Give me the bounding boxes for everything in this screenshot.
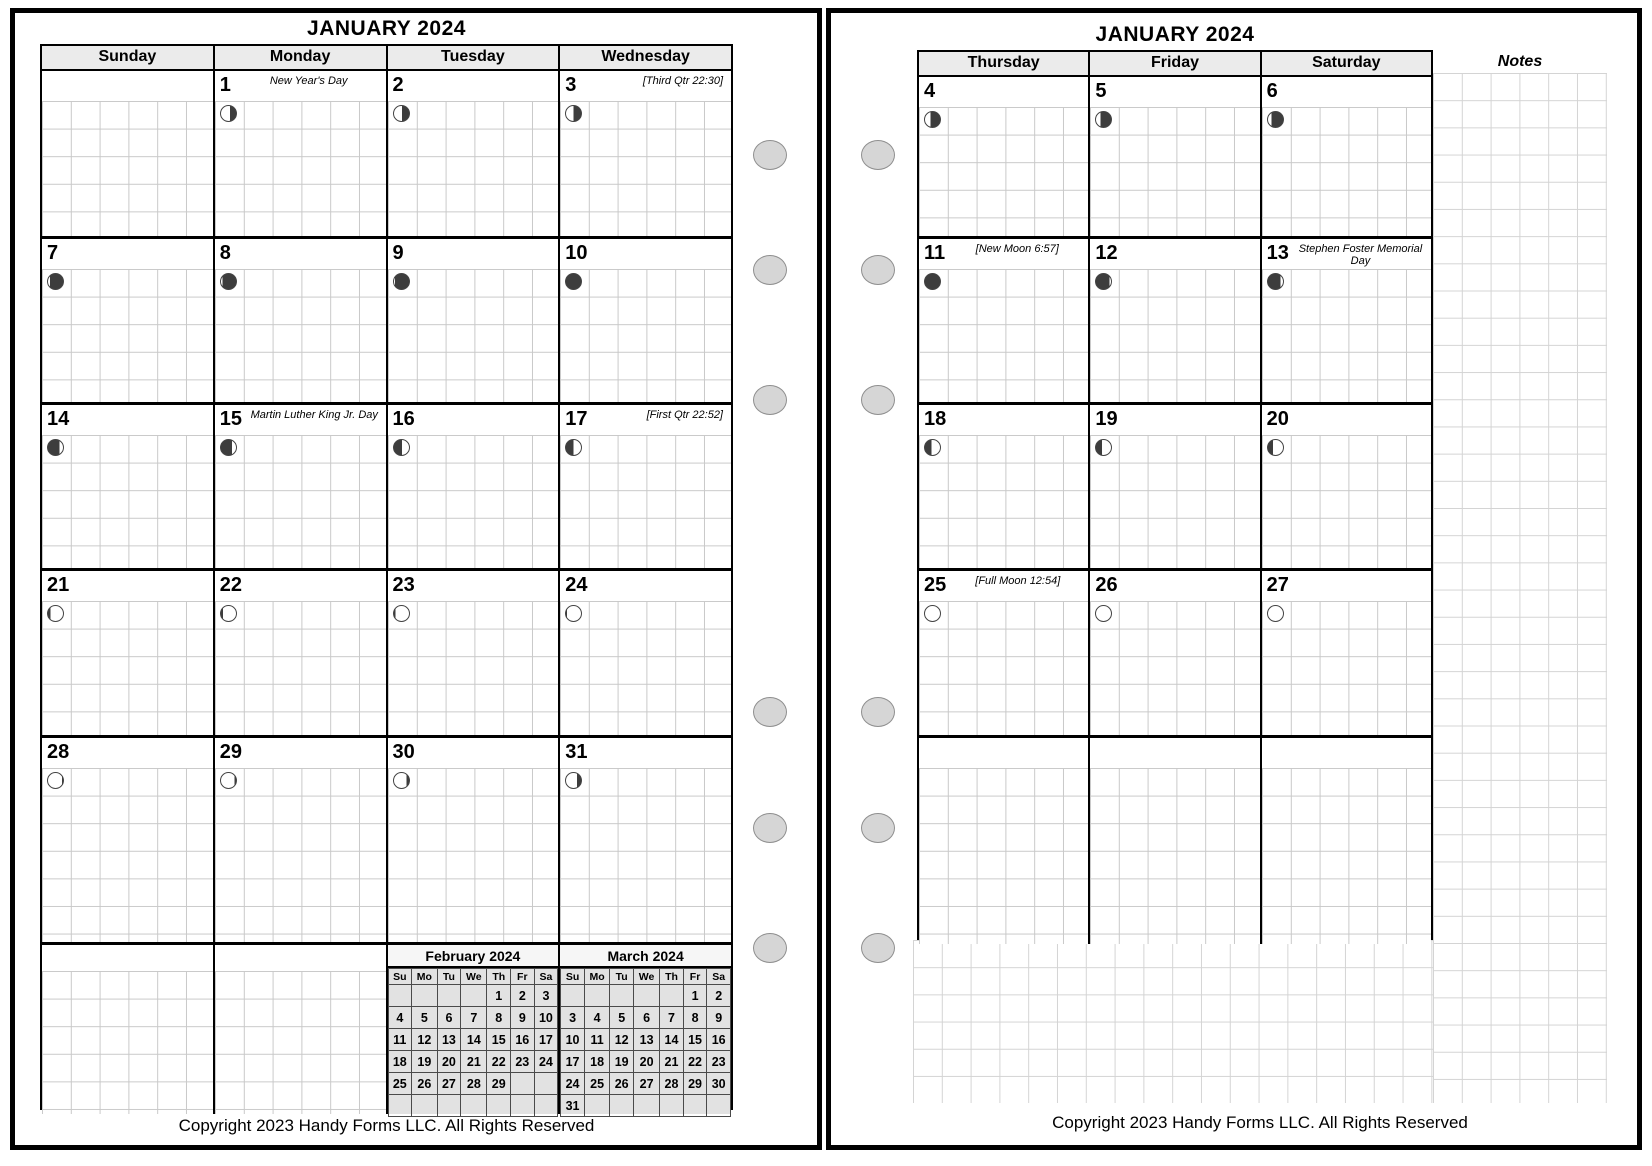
mini-calendar-march <box>558 945 731 1114</box>
mini-date-cell: 30 <box>707 1073 731 1095</box>
mini-date-cell: 27 <box>437 1073 461 1095</box>
writing-grid <box>388 435 559 568</box>
mini-date-cell <box>534 1073 558 1095</box>
date-cell <box>1088 738 1259 944</box>
mini-date-cell: 13 <box>437 1029 461 1051</box>
moon-phase-icon <box>393 772 410 789</box>
date-number: 1 <box>219 74 231 96</box>
mini-date-cell <box>610 985 634 1007</box>
day-header: Friday <box>1088 52 1259 75</box>
mini-date-cell: 17 <box>561 1051 585 1073</box>
mini-date-cell <box>511 1073 535 1095</box>
moon-note: [First Qtr 22:52] <box>646 409 723 421</box>
mini-date-cell <box>388 1095 412 1117</box>
moon-phase-icon <box>393 605 410 622</box>
date-number: 17 <box>565 408 588 430</box>
writing-grid <box>560 768 731 942</box>
date-cell <box>919 77 1088 236</box>
writing-grid <box>1262 601 1431 735</box>
date-number: 10 <box>565 242 588 264</box>
date-number: 25 <box>924 574 947 596</box>
writing-grid <box>919 107 1088 236</box>
mini-date-cell <box>461 1095 487 1117</box>
mini-date-cell: 16 <box>707 1029 731 1051</box>
date-cell <box>1088 77 1259 236</box>
mini-date-cell <box>437 985 461 1007</box>
month-grid-right <box>917 50 1433 940</box>
date-cell <box>213 738 386 942</box>
page-title: JANUARY 2024 <box>307 17 466 40</box>
date-cell <box>1260 239 1431 402</box>
writing-grid <box>560 101 731 236</box>
date-number: 6 <box>1266 80 1278 102</box>
day-header: Monday <box>213 46 386 69</box>
writing-grid <box>1262 768 1431 944</box>
date-cell <box>42 239 213 402</box>
day-header: Sunday <box>98 48 157 65</box>
date-cell <box>42 945 213 1114</box>
binder-hole <box>861 697 895 727</box>
writing-grid <box>560 601 731 735</box>
writing-grid <box>919 601 1088 735</box>
writing-grid <box>42 971 213 1114</box>
mini-date-cell: 4 <box>388 1007 412 1029</box>
moon-phase-icon <box>1095 605 1112 622</box>
mini-dow-label: Th <box>660 969 684 985</box>
mini-dow-label: Sa <box>707 969 731 985</box>
date-cell <box>558 571 731 735</box>
date-number: 11 <box>924 242 946 264</box>
holiday-label: New Year's Day <box>269 75 348 87</box>
date-number: 29 <box>219 741 242 763</box>
binder-hole <box>861 255 895 285</box>
mini-date-cell: 5 <box>412 1007 438 1029</box>
week-row <box>42 568 731 735</box>
moon-phase-icon <box>1095 111 1112 128</box>
date-cell <box>1260 405 1431 568</box>
writing-grid <box>1262 435 1431 568</box>
date-cell <box>42 571 213 735</box>
mini-date-cell <box>487 1095 511 1117</box>
mini-date-cell: 11 <box>388 1029 412 1051</box>
date-cell <box>1088 405 1259 568</box>
mini-date-cell <box>584 1095 610 1117</box>
mini-date-cell: 5 <box>610 1007 634 1029</box>
moon-phase-icon <box>565 105 582 122</box>
mini-date-cell: 28 <box>461 1073 487 1095</box>
date-number: 14 <box>47 408 70 430</box>
mini-dow-label: Su <box>388 969 412 985</box>
mini-date-cell: 28 <box>660 1073 684 1095</box>
day-header: Wednesday <box>558 46 731 69</box>
copyright: Copyright 2023 Handy Forms LLC. All Rights Reserved <box>178 1116 595 1135</box>
date-cell <box>386 405 559 568</box>
mini-dow-label: Tu <box>437 969 461 985</box>
mini-date-cell: 7 <box>461 1007 487 1029</box>
date-cell <box>919 405 1088 568</box>
mini-date-cell <box>561 985 585 1007</box>
binder-hole <box>753 813 787 843</box>
binder-hole <box>861 385 895 415</box>
moon-phase-icon <box>924 111 941 128</box>
mini-date-cell: 6 <box>633 1007 659 1029</box>
writing-grid <box>42 601 213 735</box>
binder-hole <box>753 385 787 415</box>
date-number: 4 <box>924 80 936 102</box>
moon-phase-icon <box>1095 439 1112 456</box>
moon-phase-icon <box>565 273 582 290</box>
page-title: JANUARY 2024 <box>1095 23 1255 46</box>
writing-grid <box>388 101 559 236</box>
mini-date-cell <box>660 985 684 1007</box>
notes-grid <box>1433 73 1607 1103</box>
mini-date-cell: 3 <box>534 985 558 1007</box>
mini-date-cell: 20 <box>437 1051 461 1073</box>
mini-date-cell: 9 <box>511 1007 535 1029</box>
mini-calendar-title: March 2024 <box>560 945 731 968</box>
writing-grid <box>215 269 386 402</box>
date-cell <box>558 239 731 402</box>
moon-phase-icon <box>1267 439 1284 456</box>
writing-grid <box>42 101 213 236</box>
mini-dow-label: Su <box>561 969 585 985</box>
mini-date-cell: 15 <box>487 1029 511 1051</box>
binder-hole <box>753 140 787 170</box>
moon-phase-icon <box>220 105 237 122</box>
mini-date-cell: 2 <box>707 985 731 1007</box>
mini-date-cell: 25 <box>584 1073 610 1095</box>
date-number: 22 <box>219 574 242 596</box>
date-cell <box>42 405 213 568</box>
mini-date-cell: 20 <box>633 1051 659 1073</box>
date-number: 18 <box>924 408 947 430</box>
mini-date-cell: 10 <box>534 1007 558 1029</box>
writing-grid <box>388 601 559 735</box>
date-number: 21 <box>47 574 70 596</box>
bottom-writing-grid <box>913 940 1433 1103</box>
writing-grid <box>919 768 1088 944</box>
mini-calendar-title: February 2024 <box>388 945 559 968</box>
moon-phase-icon <box>393 105 410 122</box>
date-number: 26 <box>1095 574 1118 596</box>
moon-phase-icon <box>220 772 237 789</box>
date-cell <box>42 71 213 236</box>
mini-calendar-february <box>386 945 559 1114</box>
mini-date-cell: 24 <box>561 1073 585 1095</box>
date-number: 13 <box>1266 242 1289 264</box>
moon-phase-icon <box>1267 605 1284 622</box>
mini-dow-label: Th <box>487 969 511 985</box>
date-number: 28 <box>47 741 70 763</box>
mini-date-cell: 9 <box>707 1007 731 1029</box>
day-header: Tuesday <box>386 46 559 69</box>
date-cell <box>1260 77 1431 236</box>
moon-phase-icon <box>1095 273 1112 290</box>
month-grid-left <box>40 44 733 1113</box>
moon-phase-icon <box>393 439 410 456</box>
date-number: 31 <box>565 741 588 763</box>
date-number: 23 <box>392 574 415 596</box>
date-cell <box>1088 571 1259 735</box>
moon-phase-icon <box>220 605 237 622</box>
mini-date-cell: 18 <box>584 1051 610 1073</box>
writing-grid <box>388 768 559 942</box>
date-cell <box>1260 571 1431 735</box>
date-cell <box>213 405 386 568</box>
mini-date-cell: 22 <box>683 1051 707 1073</box>
mini-date-cell: 26 <box>610 1073 634 1095</box>
mini-date-cell: 19 <box>610 1051 634 1073</box>
mini-date-cell: 27 <box>633 1073 659 1095</box>
mini-date-cell: 14 <box>461 1029 487 1051</box>
mini-date-cell: 29 <box>683 1073 707 1095</box>
date-number: 9 <box>392 242 404 264</box>
mini-date-cell: 10 <box>561 1029 585 1051</box>
mini-date-cell: 15 <box>683 1029 707 1051</box>
copyright: Copyright 2023 Handy Forms LLC. All Rights Reserved <box>1052 1113 1468 1132</box>
mini-date-cell: 7 <box>660 1007 684 1029</box>
moon-phase-icon <box>924 273 941 290</box>
moon-phase-icon <box>220 439 237 456</box>
date-cell <box>919 738 1088 944</box>
writing-grid <box>215 101 386 236</box>
mini-dow-label: We <box>461 969 487 985</box>
mini-date-cell: 2 <box>511 985 535 1007</box>
writing-grid <box>388 269 559 402</box>
mini-date-cell: 8 <box>683 1007 707 1029</box>
binder-hole <box>753 255 787 285</box>
week-row-bottom <box>42 942 731 1114</box>
date-number: 24 <box>565 574 588 596</box>
week-row <box>919 402 1431 568</box>
mini-date-cell: 17 <box>534 1029 558 1051</box>
mini-date-cell <box>683 1095 707 1117</box>
holiday-label: Stephen Foster Memorial Day <box>1298 243 1423 267</box>
moon-phase-icon <box>565 439 582 456</box>
mini-date-cell <box>388 985 412 1007</box>
mini-date-cell <box>610 1095 634 1117</box>
moon-note: [Third Qtr 22:30] <box>642 75 723 87</box>
left-page <box>10 8 822 1150</box>
mini-date-cell: 18 <box>388 1051 412 1073</box>
moon-phase-icon <box>565 772 582 789</box>
moon-phase-icon <box>47 772 64 789</box>
writing-grid <box>42 768 213 942</box>
writing-grid <box>919 435 1088 568</box>
date-number: 27 <box>1266 574 1289 596</box>
mini-date-cell: 19 <box>412 1051 438 1073</box>
binder-hole <box>861 933 895 963</box>
mini-date-cell: 31 <box>561 1095 585 1117</box>
date-number: 19 <box>1095 408 1118 430</box>
week-row <box>42 735 731 942</box>
mini-date-cell <box>707 1095 731 1117</box>
writing-grid <box>560 435 731 568</box>
date-number: 30 <box>392 741 415 763</box>
mini-dow-label: Sa <box>534 969 558 985</box>
mini-date-cell: 11 <box>584 1029 610 1051</box>
date-cell <box>386 71 559 236</box>
moon-phase-icon <box>1267 111 1284 128</box>
writing-grid <box>1090 768 1259 944</box>
date-cell <box>42 738 213 942</box>
holiday-label: Martin Luther King Jr. Day <box>250 409 378 421</box>
mini-date-cell: 22 <box>487 1051 511 1073</box>
week-row <box>919 77 1431 236</box>
day-header: Saturday <box>1260 52 1431 75</box>
writing-grid <box>215 601 386 735</box>
mini-date-cell: 1 <box>487 985 511 1007</box>
week-row <box>42 71 731 236</box>
binder-hole <box>861 140 895 170</box>
week-row <box>919 735 1431 944</box>
writing-grid <box>1262 107 1431 236</box>
date-cell <box>558 71 731 236</box>
date-number: 12 <box>1095 242 1118 264</box>
date-number: 16 <box>392 408 415 430</box>
binder-hole <box>753 697 787 727</box>
mini-date-cell: 13 <box>633 1029 659 1051</box>
moon-phase-icon <box>47 605 64 622</box>
notes-label: Notes <box>1497 53 1543 70</box>
mini-date-cell <box>461 985 487 1007</box>
mini-date-cell <box>511 1095 535 1117</box>
week-row <box>42 236 731 402</box>
right-page <box>826 8 1642 1150</box>
date-cell <box>558 405 731 568</box>
mini-date-cell: 25 <box>388 1073 412 1095</box>
mini-date-cell: 6 <box>437 1007 461 1029</box>
moon-phase-icon <box>1267 273 1284 290</box>
mini-date-cell <box>584 985 610 1007</box>
mini-date-cell: 12 <box>610 1029 634 1051</box>
moon-phase-icon <box>393 273 410 290</box>
moon-phase-icon <box>220 273 237 290</box>
moon-note: [Full Moon 12:54] <box>975 575 1061 587</box>
writing-grid <box>919 269 1088 402</box>
date-number: 3 <box>565 74 577 96</box>
week-row <box>919 568 1431 735</box>
date-cell <box>919 571 1088 735</box>
mini-date-cell: 8 <box>487 1007 511 1029</box>
mini-date-cell: 21 <box>461 1051 487 1073</box>
mini-dow-label: We <box>633 969 659 985</box>
date-cell <box>213 945 386 1114</box>
mini-date-cell: 24 <box>534 1051 558 1073</box>
moon-note: [New Moon 6:57] <box>975 243 1059 255</box>
date-cell <box>213 239 386 402</box>
writing-grid <box>560 269 731 402</box>
date-cell <box>213 571 386 735</box>
mini-date-cell: 14 <box>660 1029 684 1051</box>
date-cell <box>1260 738 1431 944</box>
mini-date-cell: 12 <box>412 1029 438 1051</box>
mini-date-cell: 29 <box>487 1073 511 1095</box>
binder-hole <box>753 933 787 963</box>
moon-phase-icon <box>924 439 941 456</box>
mini-date-cell: 21 <box>660 1051 684 1073</box>
mini-date-cell: 16 <box>511 1029 535 1051</box>
mini-dow-label: Fr <box>683 969 707 985</box>
writing-grid <box>215 768 386 942</box>
date-number: 8 <box>219 242 231 264</box>
writing-grid <box>1090 107 1259 236</box>
mini-date-cell: 3 <box>561 1007 585 1029</box>
date-cell <box>558 738 731 942</box>
date-number: 20 <box>1266 408 1289 430</box>
writing-grid <box>1090 269 1259 402</box>
mini-date-cell: 1 <box>683 985 707 1007</box>
week-row <box>919 236 1431 402</box>
writing-grid <box>42 435 213 568</box>
date-cell <box>1088 239 1259 402</box>
mini-date-cell <box>660 1095 684 1117</box>
writing-grid <box>215 435 386 568</box>
date-number: 5 <box>1095 80 1107 102</box>
mini-dow-label: Mo <box>412 969 438 985</box>
mini-date-cell <box>437 1095 461 1117</box>
moon-phase-icon <box>47 273 64 290</box>
date-number: 2 <box>392 74 404 96</box>
mini-date-cell: 23 <box>707 1051 731 1073</box>
writing-grid <box>1090 601 1259 735</box>
date-number: 7 <box>47 242 59 264</box>
moon-phase-icon <box>47 439 64 456</box>
week-row <box>42 402 731 568</box>
mini-date-cell <box>412 1095 438 1117</box>
mini-date-cell: 4 <box>584 1007 610 1029</box>
date-cell <box>213 71 386 236</box>
mini-date-cell <box>633 1095 659 1117</box>
mini-dow-label: Mo <box>584 969 610 985</box>
date-cell <box>386 738 559 942</box>
writing-grid <box>215 971 386 1114</box>
moon-phase-icon <box>565 605 582 622</box>
mini-dow-label: Fr <box>511 969 535 985</box>
date-cell <box>919 239 1088 402</box>
writing-grid <box>1090 435 1259 568</box>
date-cell <box>386 239 559 402</box>
date-cell <box>386 571 559 735</box>
date-number: 15 <box>219 408 242 430</box>
day-header: Thursday <box>967 54 1040 71</box>
writing-grid <box>42 269 213 402</box>
mini-date-cell <box>534 1095 558 1117</box>
mini-date-cell <box>412 985 438 1007</box>
mini-date-cell: 23 <box>511 1051 535 1073</box>
mini-date-cell <box>633 985 659 1007</box>
mini-date-cell: 26 <box>412 1073 438 1095</box>
moon-phase-icon <box>924 605 941 622</box>
binder-hole <box>861 813 895 843</box>
writing-grid <box>1262 269 1431 402</box>
mini-dow-label: Tu <box>610 969 634 985</box>
